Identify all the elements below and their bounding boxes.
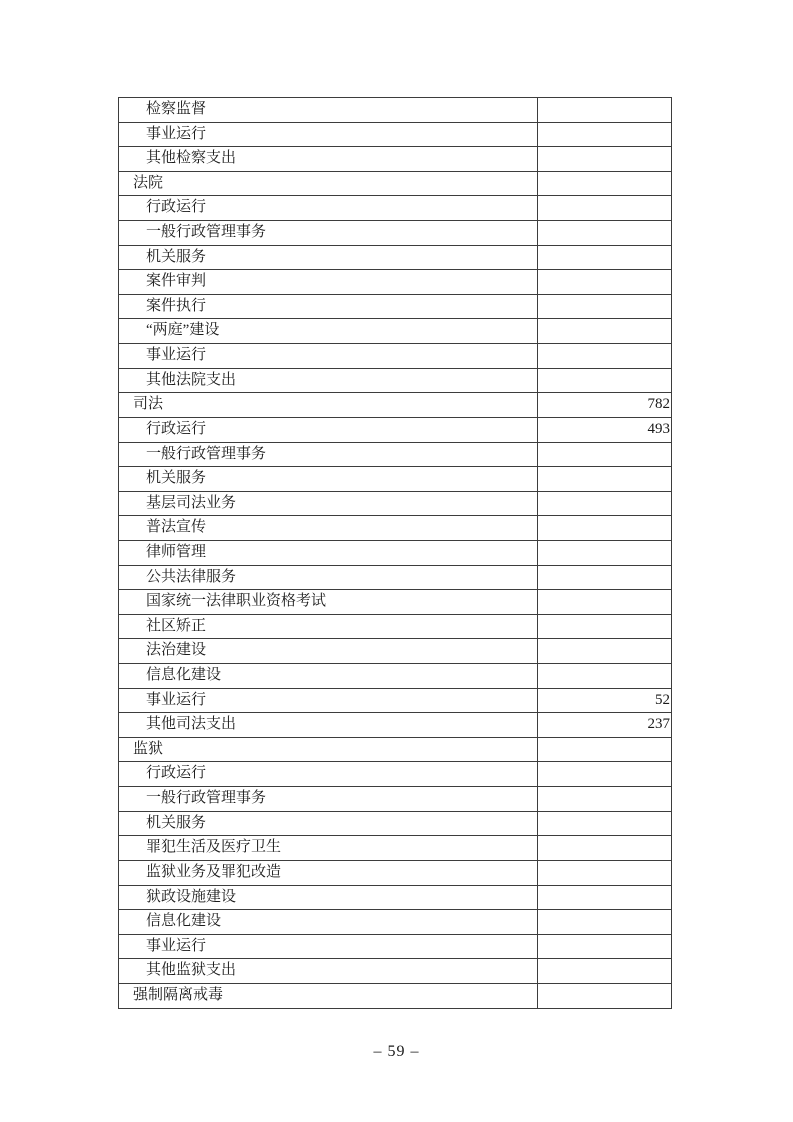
table-row — [119, 344, 671, 369]
table-row — [119, 467, 671, 492]
row-value — [538, 196, 671, 220]
table-row — [119, 590, 671, 615]
row-label: 检察监督 — [119, 98, 538, 122]
row-label: 行政运行 — [119, 196, 538, 220]
row-label: 司法 — [119, 393, 538, 417]
table-row — [119, 713, 671, 738]
table-row — [119, 836, 671, 861]
table-row — [119, 319, 671, 344]
row-label: 普法宣传 — [119, 516, 538, 540]
row-label: 机关服务 — [119, 246, 538, 270]
row-label: 其他司法支出 — [119, 713, 538, 737]
row-label: 法院 — [119, 172, 538, 196]
row-value — [538, 221, 671, 245]
table-row — [119, 393, 671, 418]
row-value — [538, 959, 671, 983]
table-row — [119, 541, 671, 566]
row-label: 信息化建设 — [119, 664, 538, 688]
row-label: 基层司法业务 — [119, 492, 538, 516]
table-row — [119, 492, 671, 517]
row-label: 强制隔离戒毒 — [119, 984, 538, 1008]
table-row — [119, 566, 671, 591]
row-value — [538, 738, 671, 762]
row-label: 信息化建设 — [119, 910, 538, 934]
table-row — [119, 418, 671, 443]
row-value — [538, 369, 671, 393]
row-value — [538, 935, 671, 959]
table-row — [119, 935, 671, 960]
row-value — [538, 615, 671, 639]
budget-table-body — [119, 98, 671, 1009]
table-row — [119, 196, 671, 221]
table-row — [119, 295, 671, 320]
row-value — [538, 812, 671, 836]
table-row — [119, 861, 671, 886]
row-value — [538, 664, 671, 688]
row-value — [538, 172, 671, 196]
row-value — [538, 295, 671, 319]
budget-table — [118, 97, 672, 1009]
row-label: 事业运行 — [119, 123, 538, 147]
row-value: 493 — [647, 420, 670, 437]
row-label: 事业运行 — [119, 935, 538, 959]
row-label: 其他监狱支出 — [119, 959, 538, 983]
table-row — [119, 689, 671, 714]
row-label: 一般行政管理事务 — [119, 221, 538, 245]
row-value — [538, 984, 671, 1008]
row-value — [538, 270, 671, 294]
row-label: 案件审判 — [119, 270, 538, 294]
table-row — [119, 886, 671, 911]
table-row — [119, 369, 671, 394]
row-label: 社区矫正 — [119, 615, 538, 639]
row-label: 律师管理 — [119, 541, 538, 565]
row-value — [538, 123, 671, 147]
table-row — [119, 516, 671, 541]
table-row — [119, 147, 671, 172]
row-value — [538, 861, 671, 885]
table-row — [119, 812, 671, 837]
row-value — [538, 762, 671, 786]
row-value — [538, 492, 671, 516]
table-row — [119, 639, 671, 664]
row-value: 52 — [655, 691, 670, 708]
row-value — [538, 541, 671, 565]
table-row — [119, 270, 671, 295]
row-value — [538, 590, 671, 614]
row-value: 782 — [647, 396, 670, 413]
table-row — [119, 738, 671, 763]
table-row — [119, 246, 671, 271]
row-label: 国家统一法律职业资格考试 — [119, 590, 538, 614]
row-label: 事业运行 — [119, 689, 538, 713]
table-row — [119, 123, 671, 148]
row-value — [538, 467, 671, 491]
row-label: “两庭”建设 — [119, 319, 538, 343]
row-value — [538, 639, 671, 663]
row-value — [538, 566, 671, 590]
row-label: 一般行政管理事务 — [119, 787, 538, 811]
table-row — [119, 984, 671, 1009]
row-value — [538, 910, 671, 934]
row-value — [538, 246, 671, 270]
row-value — [538, 344, 671, 368]
table-row — [119, 221, 671, 246]
row-value — [538, 98, 671, 122]
row-value — [538, 443, 671, 467]
row-value — [538, 787, 671, 811]
row-label: 监狱 — [119, 738, 538, 762]
table-row — [119, 762, 671, 787]
row-label: 监狱业务及罪犯改造 — [119, 861, 538, 885]
table-row — [119, 615, 671, 640]
table-row — [119, 664, 671, 689]
row-value — [538, 886, 671, 910]
row-value — [538, 147, 671, 171]
row-label: 一般行政管理事务 — [119, 443, 538, 467]
table-row — [119, 172, 671, 197]
row-value: 237 — [647, 716, 670, 733]
table-row — [119, 98, 671, 123]
row-label: 事业运行 — [119, 344, 538, 368]
row-label: 罪犯生活及医疗卫生 — [119, 836, 538, 860]
page-number: – 59 – — [373, 1043, 420, 1060]
row-label: 狱政设施建设 — [119, 886, 538, 910]
row-label: 行政运行 — [119, 418, 538, 442]
table-row — [119, 443, 671, 468]
table-row — [119, 959, 671, 984]
row-label: 法治建设 — [119, 639, 538, 663]
row-label: 机关服务 — [119, 812, 538, 836]
row-value — [538, 836, 671, 860]
row-label: 公共法律服务 — [119, 566, 538, 590]
table-row — [119, 787, 671, 812]
row-value — [538, 516, 671, 540]
row-label: 其他检察支出 — [119, 147, 538, 171]
table-row — [119, 910, 671, 935]
row-value — [538, 319, 671, 343]
row-label: 行政运行 — [119, 762, 538, 786]
row-label: 其他法院支出 — [119, 369, 538, 393]
row-label: 案件执行 — [119, 295, 538, 319]
row-label: 机关服务 — [119, 467, 538, 491]
